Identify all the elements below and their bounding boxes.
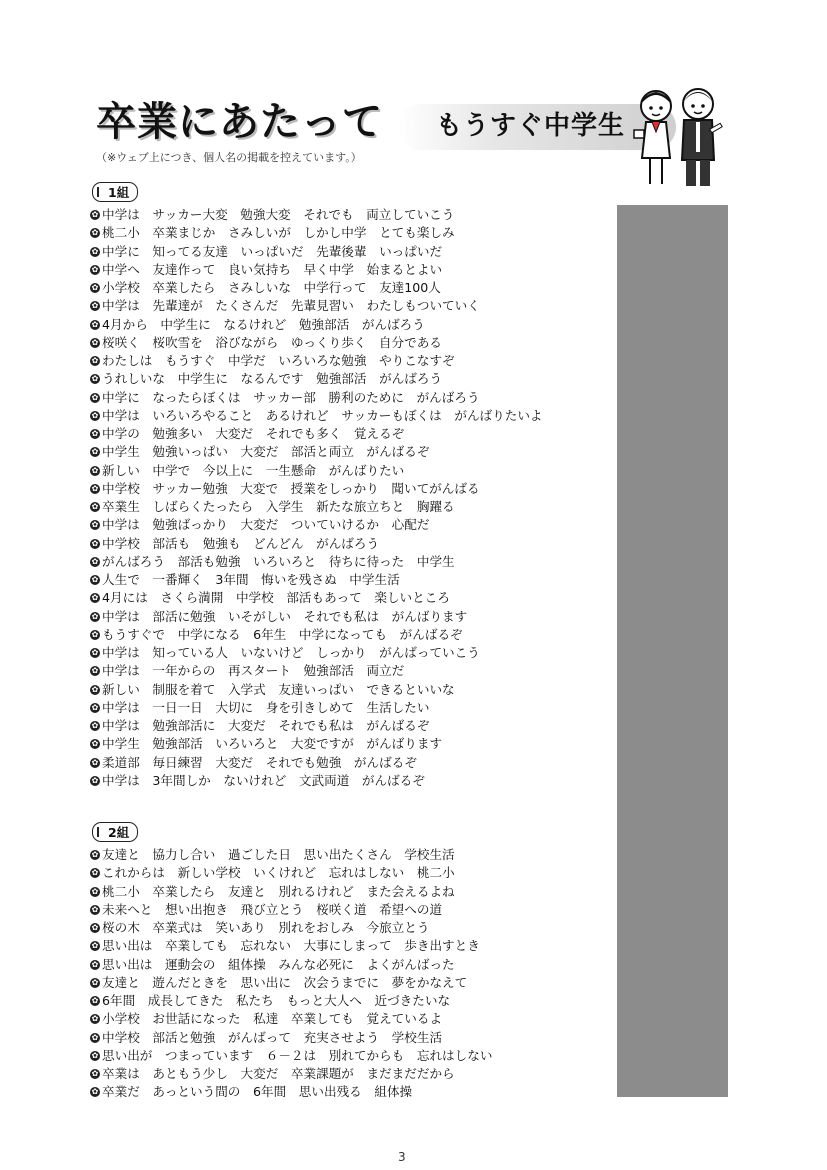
- flower-bullet-icon: ✿: [91, 886, 99, 896]
- poem-text: 小学校 卒業したら さみしいな 中学行って 友達100人: [102, 280, 441, 296]
- poem-text: 思い出は 運動会の 組体操 みんな必死に よくがんばった: [102, 956, 455, 972]
- flower-bullet-icon: ✿: [91, 1014, 99, 1024]
- poem-line: [90, 956, 492, 974]
- poem-text: 桃二小 卒業まじか さみしいが しかし中学 とても楽しみ: [102, 225, 455, 241]
- poem-text: 新しい 中学で 今以上に 一生懸命 がんばりたい: [102, 462, 405, 478]
- poem-text: 中学は 一年からの 再スタート 勉強部活 両立だ: [102, 663, 405, 679]
- poem-line: [90, 1083, 492, 1101]
- poem-line: [90, 370, 543, 388]
- flower-bullet-icon: ✿: [91, 228, 99, 238]
- flower-bullet-icon: ✿: [91, 210, 99, 220]
- flower-bullet-icon: ✿: [91, 923, 99, 933]
- flower-bullet-icon: ✿: [91, 775, 99, 785]
- flower-bullet-icon: ✿: [91, 465, 99, 475]
- poem-line: [90, 261, 543, 279]
- flower-bullet-icon: ✿: [91, 959, 99, 969]
- flower-bullet-icon: ✿: [91, 739, 99, 749]
- poem-text: 小学校 お世話になった 私達 卒業しても 覚えているよ: [102, 1011, 443, 1027]
- students-illustration: [626, 80, 726, 192]
- group-2-section: [90, 822, 492, 1102]
- flower-bullet-icon: ✿: [91, 1087, 99, 1097]
- subtitle-text: もうすぐ中学生: [436, 111, 626, 141]
- flower-bullet-icon: ✿: [91, 337, 99, 347]
- poem-text: 中学校 部活と勉強 がんばって 充実させよう 学校生活: [102, 1029, 443, 1045]
- poem-line: [90, 992, 492, 1010]
- flower-bullet-icon: ✿: [91, 977, 99, 987]
- poem-text: 思い出が つまっています ６－２は 別れてからも 忘れはしない: [102, 1047, 493, 1063]
- poem-line: [90, 735, 543, 753]
- flower-bullet-icon: ✿: [91, 556, 99, 566]
- poem-line: [90, 279, 543, 297]
- poem-text: 中学生 勉強いっぱい 大変だ 部活と両立 がんばるぞ: [102, 444, 430, 460]
- poem-text: 卒業生 しばらくたったら 入学生 新たな旅立ちと 胸躍る: [102, 499, 455, 515]
- poem-text: 6年間 成長してきた 私たち もっと大人へ 近づきたいな: [102, 993, 451, 1009]
- poem-line: [90, 883, 492, 901]
- poem-line: [90, 699, 543, 717]
- page-title: 卒業にあたって: [96, 99, 383, 145]
- flower-bullet-icon: ✿: [91, 666, 99, 676]
- poem-text: わたしは もうすぐ 中学だ いろいろな勉強 やりこなすぞ: [102, 353, 455, 369]
- poem-line: [90, 334, 543, 352]
- label-tab-icon: [97, 827, 104, 837]
- poem-line: [90, 425, 543, 443]
- poem-line: [90, 626, 543, 644]
- poem-line: [90, 224, 543, 242]
- flower-bullet-icon: ✿: [91, 1050, 99, 1060]
- page-number: 3: [398, 1150, 406, 1164]
- flower-bullet-icon: ✿: [91, 264, 99, 274]
- side-decoration-bar: [617, 205, 728, 1097]
- poem-line: [90, 662, 543, 680]
- poem-text: 中学は いろいろやること あるけれど サッカーもぼくは がんばりたいよ: [102, 407, 543, 423]
- poem-line: [90, 480, 543, 498]
- poem-text: 桃二小 卒業したら 友達と 別れるけれど また会えるよね: [102, 883, 455, 899]
- flower-bullet-icon: ✿: [91, 410, 99, 420]
- poem-line: [90, 681, 543, 699]
- flower-bullet-icon: ✿: [91, 447, 99, 457]
- group-1-label-text: 1組: [108, 185, 130, 200]
- poem-line: [90, 901, 492, 919]
- flower-bullet-icon: ✿: [91, 483, 99, 493]
- poem-text: 中学は 勉強部活に 大変だ それでも私は がんばるぞ: [102, 718, 430, 734]
- flower-bullet-icon: ✿: [91, 429, 99, 439]
- poem-line: [90, 864, 492, 882]
- flower-bullet-icon: ✿: [91, 904, 99, 914]
- poem-text: 柔道部 毎日練習 大変だ それでも勉強 がんばるぞ: [102, 754, 417, 770]
- poem-text: 卒業は あともう少し 大変だ 卒業課題が まだまだだから: [102, 1066, 455, 1082]
- poem-text: 未来へと 想い出抱き 飛び立とう 桜咲く道 希望への道: [102, 901, 443, 917]
- poem-text: 中学は 知っている人 いないけど しっかり がんばっていこう: [102, 645, 480, 661]
- poem-text: 中学は 部活に勉強 いそがしい それでも私は がんばります: [102, 608, 468, 624]
- poem-text: 4月には さくら満開 中学校 部活もあって 楽しいところ: [102, 590, 450, 606]
- privacy-notice: （※ウェブ上につき、個人名の掲載を控えています。）: [96, 151, 362, 164]
- poem-text: これからは 新しい学校 いくけれど 忘れはしない 桃二小: [102, 865, 455, 881]
- poem-text: 新しい 制服を着て 入学式 友達いっぱい できるといいな: [102, 681, 455, 697]
- poem-text: 中学に 知ってる友達 いっぱいだ 先輩後輩 いっぱいだ: [102, 243, 443, 259]
- poem-line: [90, 535, 543, 553]
- poem-line: [90, 1029, 492, 1047]
- flower-bullet-icon: ✿: [91, 611, 99, 621]
- group-2-lines: [90, 846, 492, 1102]
- group-2-label-text: 2組: [108, 825, 130, 840]
- poem-line: [90, 754, 543, 772]
- poem-text: 中学は 勉強ばっかり 大変だ ついていけるか 心配だ: [102, 517, 430, 533]
- flower-bullet-icon: ✿: [91, 283, 99, 293]
- poem-text: がんばろう 部活も勉強 いろいろと 待ちに待った 中学生: [102, 553, 455, 569]
- poem-line: [90, 1047, 492, 1065]
- flower-bullet-icon: ✿: [91, 1069, 99, 1079]
- poem-text: 中学は 先輩達が たくさんだ 先輩見習い わたしもついていく: [102, 298, 480, 314]
- poem-text: 桜咲く 桜吹雪を 浴びながら ゆっくり歩く 自分である: [102, 334, 442, 350]
- poem-line: [90, 919, 492, 937]
- poem-line: [90, 772, 543, 790]
- poem-line: [90, 498, 543, 516]
- flower-bullet-icon: ✿: [91, 593, 99, 603]
- poem-text: 友達と 協力し合い 過ごした日 思い出たくさん 学校生活: [102, 847, 455, 863]
- poem-line: [90, 206, 543, 224]
- poem-line: [90, 1065, 492, 1083]
- flower-bullet-icon: ✿: [91, 702, 99, 712]
- poem-line: [90, 443, 543, 461]
- poem-line: [90, 553, 543, 571]
- poem-text: うれしいな 中学生に なるんです 勉強部活 がんばろう: [102, 371, 443, 387]
- poem-line: [90, 462, 543, 480]
- flower-bullet-icon: ✿: [91, 757, 99, 767]
- poem-line: [90, 846, 492, 864]
- flower-bullet-icon: ✿: [91, 1032, 99, 1042]
- poem-line: [90, 297, 543, 315]
- flower-bullet-icon: ✿: [91, 356, 99, 366]
- group-1-lines: [90, 206, 543, 790]
- poem-text: もうすぐで 中学になる 6年生 中学になっても がんばるぞ: [102, 626, 463, 642]
- poem-text: 中学は 一日一日 大切に 身を引きしめて 生活したい: [102, 699, 430, 715]
- flower-bullet-icon: ✿: [91, 721, 99, 731]
- poem-line: [90, 389, 543, 407]
- poem-line: [90, 352, 543, 370]
- flower-bullet-icon: ✿: [91, 941, 99, 951]
- poem-text: 中学へ 友達作って 良い気持ち 早く中学 始まるとよい: [102, 261, 443, 277]
- flower-bullet-icon: ✿: [91, 520, 99, 530]
- group-2-label: [92, 822, 138, 842]
- flower-bullet-icon: ✿: [91, 629, 99, 639]
- poem-line: [90, 316, 543, 334]
- poem-text: 中学校 サッカー勉強 大変で 授業をしっかり 聞いてがんばる: [102, 480, 480, 496]
- flower-bullet-icon: ✿: [91, 538, 99, 548]
- poem-line: [90, 516, 543, 534]
- poem-text: 4月から 中学生に なるけれど 勉強部活 がんばろう: [102, 316, 425, 332]
- poem-line: [90, 1010, 492, 1028]
- flower-bullet-icon: ✿: [91, 850, 99, 860]
- flower-bullet-icon: ✿: [91, 648, 99, 658]
- flower-bullet-icon: ✿: [91, 301, 99, 311]
- flower-bullet-icon: ✿: [91, 374, 99, 384]
- label-tab-icon: [97, 187, 104, 197]
- poem-line: [90, 243, 543, 261]
- group-1-section: [90, 182, 543, 790]
- poem-text: 中学生 勉強部活 いろいろと 大変ですが がんばります: [102, 736, 443, 752]
- flower-bullet-icon: ✿: [91, 246, 99, 256]
- poem-line: [90, 407, 543, 425]
- flower-bullet-icon: ✿: [91, 684, 99, 694]
- poem-text: 人生で 一番輝く 3年間 悔いを残さぬ 中学生活: [102, 572, 400, 588]
- flower-bullet-icon: ✿: [91, 502, 99, 512]
- poem-text: 中学の 勉強多い 大変だ それでも多く 覚えるぞ: [102, 426, 405, 442]
- group-1-label: [92, 182, 138, 202]
- poem-line: [90, 608, 543, 626]
- poem-text: 中学校 部活も 勉強も どんどん がんばろう: [102, 535, 380, 551]
- flower-bullet-icon: ✿: [91, 319, 99, 329]
- poem-line: [90, 571, 543, 589]
- poem-text: 桜の木 卒業式は 笑いあり 別れをおしみ 今旅立とう: [102, 920, 430, 936]
- poem-line: [90, 589, 543, 607]
- poem-text: 友達と 遊んだときを 思い出に 次会うまでに 夢をかなえて: [102, 974, 468, 990]
- flower-bullet-icon: ✿: [91, 392, 99, 402]
- poem-line: [90, 937, 492, 955]
- flower-bullet-icon: ✿: [91, 868, 99, 878]
- flower-bullet-icon: ✿: [91, 575, 99, 585]
- poem-text: 中学は サッカー大変 勉強大変 それでも 両立していこう: [102, 207, 455, 223]
- poem-text: 思い出は 卒業しても 忘れない 大事にしまって 歩き出すとき: [102, 938, 480, 954]
- poem-line: [90, 717, 543, 735]
- poem-line: [90, 644, 543, 662]
- poem-text: 中学は 3年間しか ないけれど 文武両道 がんばるぞ: [102, 772, 425, 788]
- poem-text: 中学に なったらぼくは サッカー部 勝利のために がんばろう: [102, 389, 480, 405]
- flower-bullet-icon: ✿: [91, 996, 99, 1006]
- poem-line: [90, 974, 492, 992]
- poem-text: 卒業だ あっという間の 6年間 思い出残る 組体操: [102, 1084, 413, 1100]
